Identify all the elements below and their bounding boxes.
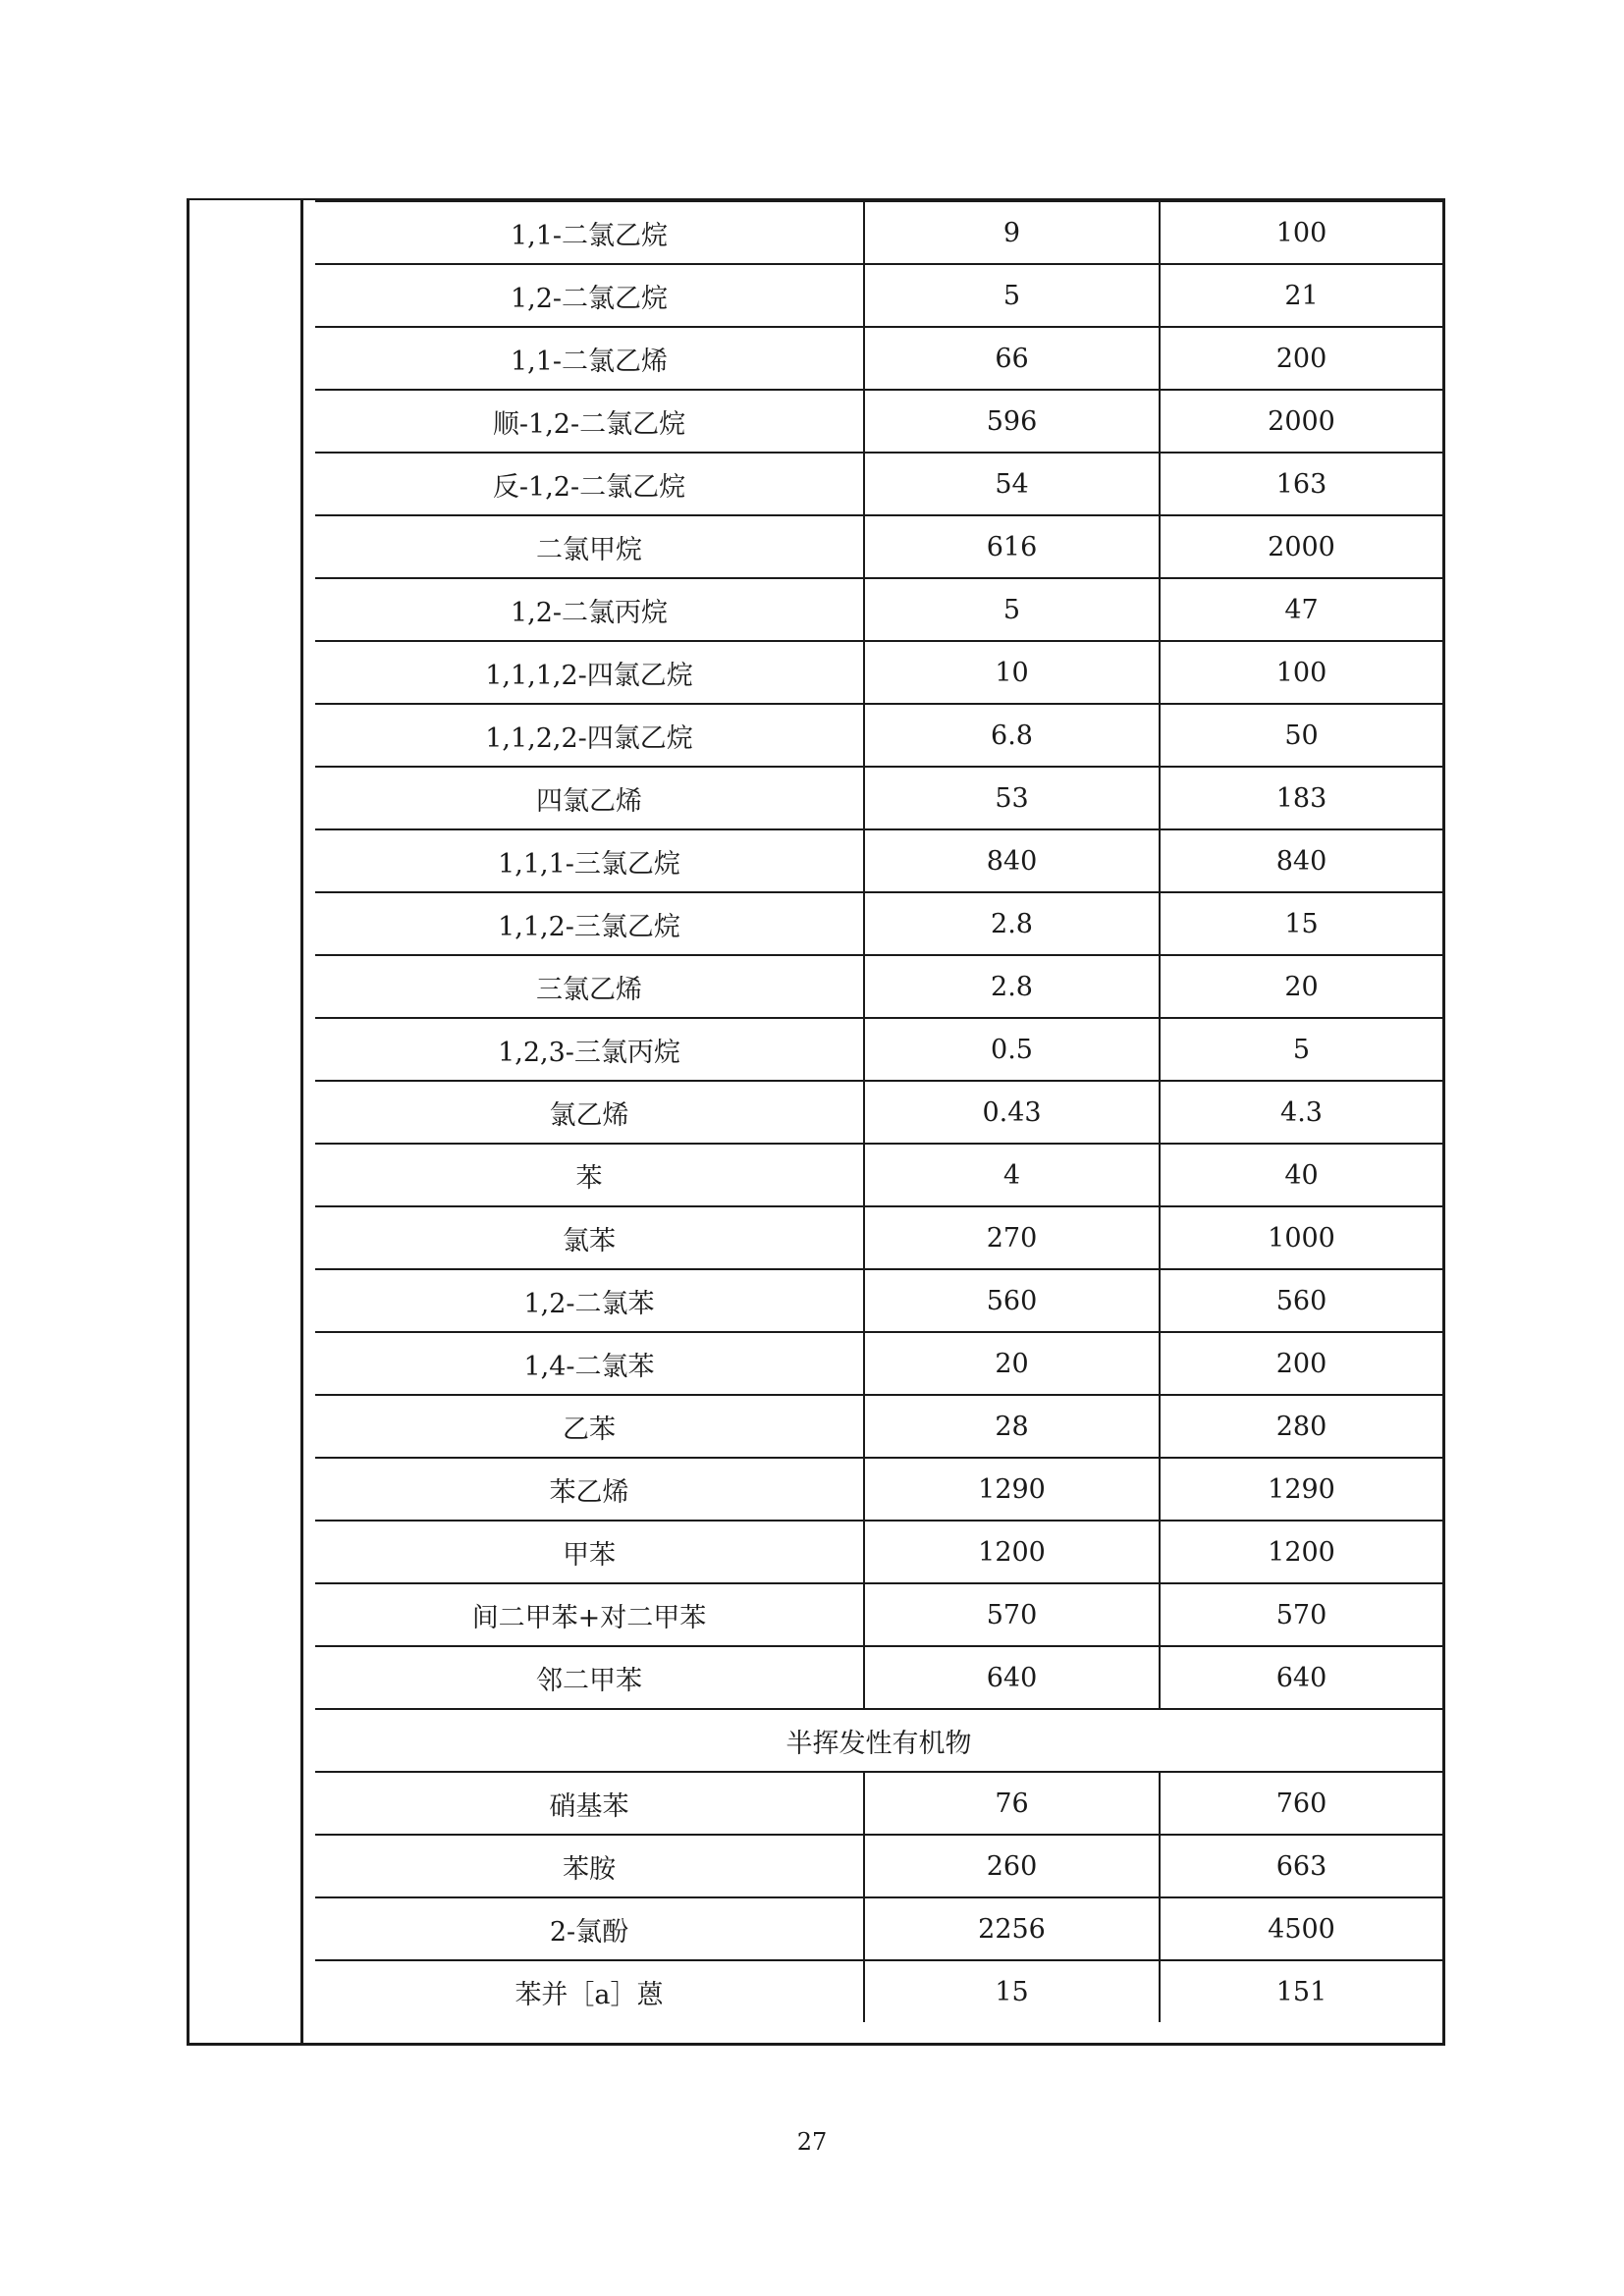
substance-name-cell: 1,1,1,2-四氯乙烷: [315, 641, 864, 704]
control-value-cell: 663: [1160, 1835, 1442, 1897]
screening-value-cell: 4: [864, 1144, 1160, 1206]
control-value-cell: 1290: [1160, 1458, 1442, 1521]
control-value-cell: 1000: [1160, 1206, 1442, 1269]
screening-value-cell: 1290: [864, 1458, 1160, 1521]
substance-name-cell: 邻二甲苯: [315, 1646, 864, 1709]
control-value-cell: 200: [1160, 1332, 1442, 1395]
screening-value-cell: 20: [864, 1332, 1160, 1395]
table-row: [315, 327, 1442, 390]
screening-value-cell: 596: [864, 390, 1160, 453]
control-value-cell: 560: [1160, 1269, 1442, 1332]
table-row: [315, 1772, 1442, 1835]
control-value-cell: 100: [1160, 200, 1442, 264]
substance-name-cell: 乙苯: [315, 1395, 864, 1458]
table-row: [315, 1395, 1442, 1458]
substance-name-cell: 反-1,2-二氯乙烷: [315, 453, 864, 515]
control-value-cell: 1200: [1160, 1521, 1442, 1583]
screening-value-cell: 2.8: [864, 892, 1160, 955]
substance-name-cell: 1,1,1-三氯乙烷: [315, 829, 864, 892]
substance-name-cell: 1,1,2-三氯乙烷: [315, 892, 864, 955]
control-value-cell: 20: [1160, 955, 1442, 1018]
control-value-cell: 163: [1160, 453, 1442, 515]
substance-name-cell: 1,1-二氯乙烯: [315, 327, 864, 390]
table-row: [315, 1897, 1442, 1960]
control-value-cell: 151: [1275, 1976, 1327, 2007]
screening-value-cell: 1200: [864, 1521, 1160, 1583]
table-row: [315, 200, 1442, 264]
table-row: [315, 1835, 1442, 1897]
substance-name-cell: 1,1,2,2-四氯乙烷: [315, 704, 864, 767]
control-value-cell: 280: [1160, 1395, 1442, 1458]
table-row: [315, 1458, 1442, 1521]
screening-value-cell: 28: [864, 1395, 1160, 1458]
table-body: [315, 200, 1442, 2022]
table-row: [315, 1269, 1442, 1332]
substance-name-cell: 1,1-二氯乙烷: [315, 200, 864, 264]
table-row: [315, 1332, 1442, 1395]
table-row: [315, 390, 1442, 453]
screening-value-cell: 54: [864, 453, 1160, 515]
screening-value-cell: 66: [864, 327, 1160, 390]
control-value-cell: 2000: [1160, 515, 1442, 578]
section-heading-row: [315, 1709, 1442, 1772]
table-row: [315, 1081, 1442, 1144]
substance-name-cell: 三氯乙烯: [315, 955, 864, 1018]
section-heading: 半挥发性有机物: [315, 1709, 1442, 1772]
screening-value-cell: 570: [864, 1583, 1160, 1646]
substance-name-cell: 甲苯: [315, 1521, 864, 1583]
screening-value-cell: 640: [864, 1646, 1160, 1709]
substance-name-cell: 苯: [315, 1144, 864, 1206]
table-row: [315, 264, 1442, 327]
page-number: 27: [796, 2128, 828, 2156]
table-row: [315, 829, 1442, 892]
control-value-cell: 760: [1160, 1772, 1442, 1835]
substance-name-cell: 顺-1,2-二氯乙烷: [315, 390, 864, 453]
screening-value-cell: 76: [864, 1772, 1160, 1835]
control-value-cell: 570: [1160, 1583, 1442, 1646]
screening-value-cell: 840: [864, 829, 1160, 892]
table-row: [315, 1018, 1442, 1081]
control-value-cell: 100: [1160, 641, 1442, 704]
control-value-cell: 4500: [1160, 1897, 1442, 1960]
table-row: [315, 1583, 1442, 1646]
substance-name-cell: 1,2-二氯丙烷: [315, 578, 864, 641]
table-row: [315, 1144, 1442, 1206]
substance-name-cell: 1,2,3-三氯丙烷: [315, 1018, 864, 1081]
substance-name-cell: 硝基苯: [315, 1772, 864, 1835]
substance-name-cell: 苯并［a］蒽: [315, 1960, 864, 2022]
substance-name-cell: 苯胺: [315, 1835, 864, 1897]
screening-value-cell: 0.5: [864, 1018, 1160, 1081]
table-row: [315, 767, 1442, 829]
table-row: [315, 704, 1442, 767]
table-row: [315, 1646, 1442, 1709]
pollutant-values-table: [315, 198, 1442, 2022]
control-value-cell: 4.3: [1160, 1081, 1442, 1144]
substance-name-cell: 二氯甲烷: [315, 515, 864, 578]
table-row: [315, 892, 1442, 955]
substance-name-cell: 间二甲苯+对二甲苯: [315, 1583, 864, 1646]
control-value-cell: 183: [1160, 767, 1442, 829]
table-row: [315, 578, 1442, 641]
screening-value-cell: 270: [864, 1206, 1160, 1269]
screening-value-cell: 15: [864, 1960, 1160, 2022]
control-value-cell: 840: [1160, 829, 1442, 892]
screening-value-cell: 260: [864, 1835, 1160, 1897]
table-row: [315, 1521, 1442, 1583]
screening-value-cell: 616: [864, 515, 1160, 578]
substance-name-cell: 氯乙烯: [315, 1081, 864, 1144]
screening-value-cell: 560: [864, 1269, 1160, 1332]
substance-name-cell: 四氯乙烯: [315, 767, 864, 829]
substance-name-cell: 1,2-二氯苯: [315, 1269, 864, 1332]
column-divider: [300, 198, 303, 2046]
substance-name-cell: 氯苯: [315, 1206, 864, 1269]
screening-value-cell: 9: [864, 200, 1160, 264]
screening-value-cell: 2256: [864, 1897, 1160, 1960]
table-row: [315, 1206, 1442, 1269]
table-row: [315, 453, 1442, 515]
table-row: [315, 1960, 1442, 2022]
control-value-cell: 40: [1160, 1144, 1442, 1206]
screening-value-cell: 5: [864, 578, 1160, 641]
control-value-cell: 200: [1160, 327, 1442, 390]
control-value-cell: 21: [1160, 264, 1442, 327]
control-value-cell: 2000: [1160, 390, 1442, 453]
pollutant-table: [315, 198, 1442, 2022]
screening-value-cell: 2.8: [864, 955, 1160, 1018]
control-value-cell: 47: [1160, 578, 1442, 641]
screening-value-cell: 6.8: [864, 704, 1160, 767]
screening-value-cell: 10: [864, 641, 1160, 704]
substance-name-cell: 苯乙烯: [315, 1458, 864, 1521]
table-row: [315, 641, 1442, 704]
table-row: [315, 515, 1442, 578]
screening-value-cell: 53: [864, 767, 1160, 829]
control-value-cell: 15: [1160, 892, 1442, 955]
screening-value-cell: 0.43: [864, 1081, 1160, 1144]
control-value-cell: 50: [1160, 704, 1442, 767]
substance-name-cell: 1,4-二氯苯: [315, 1332, 864, 1395]
control-value-cell: 5: [1160, 1018, 1442, 1081]
screening-value-cell: 5: [864, 264, 1160, 327]
substance-name-cell: 1,2-二氯乙烷: [315, 264, 864, 327]
control-value-cell: 640: [1160, 1646, 1442, 1709]
substance-name-cell: 2-氯酚: [315, 1897, 864, 1960]
table-row: [315, 955, 1442, 1018]
